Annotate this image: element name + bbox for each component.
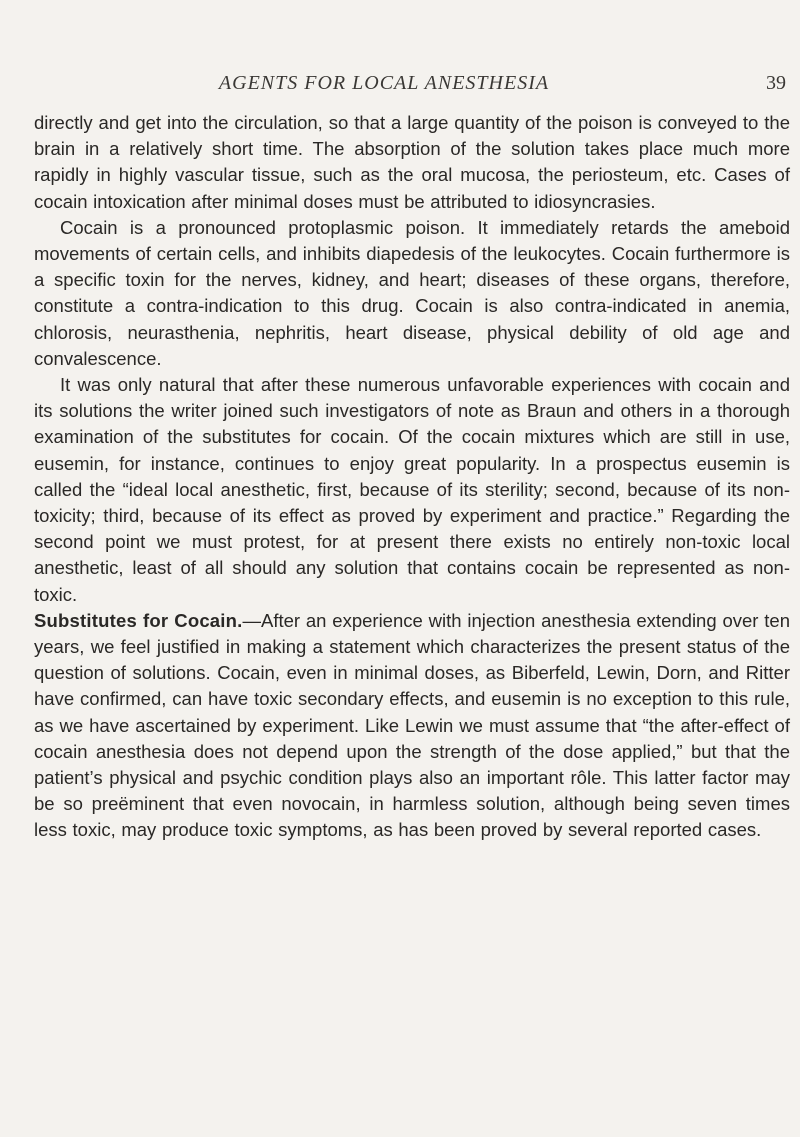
body-text [34,110,790,844]
running-title: AGENTS FOR LOCAL ANESTHESIA [218,72,550,94]
paragraph-substitutes [34,608,790,844]
paragraph-text: directly and get into the circulation, so that a large quantity of the poison is conveyed to the brain in a relatively short time. The absorption of the solution takes place much more rapidly in highly vascular tissue, such as the oral mucosa, the periosteum, etc. Cases of cocain intoxication after minimal doses must be attributed to idiosyncrasies. [34,112,790,212]
section-heading: Substitutes for Cocain. [34,609,243,631]
paragraph-text: —After an experience with injection anesthesia extending over ten years, we feel justified in making a statement which characterizes the present status of the question of solutions. Cocain, even in minimal doses, as Biberfeld, Lewin, Dorn, and Ritter have confirmed, can have toxic secondary effects, and eusemin is no exception to this rule, as we have ascertained by experiment. Like Lewin we must assume that “the after-effect of cocain anesthesia does not depend upon the strength of the dose applied,” but that the patient’s physical and psychic condition plays also an important rôle. This latter factor may be so preëminent that even novocain, in harmless solution, although being seven times less toxic, may produce toxic symptoms, as has been proved by several reported cases. [34,609,790,841]
paragraph-protoplasmic-poison [34,215,790,372]
paragraph-absorption [34,110,790,215]
page-number: 39 [766,72,786,94]
running-head [34,68,790,98]
paragraph-text: Cocain is a pronounced protoplasmic poison. It immediately retards the ameboid movements of certain cells, and inhibits diapedesis of the leukocytes. Cocain furthermore is a specific toxin for the nerves, kidney, and heart; diseases of these organs, therefore, constitute a contra-indication to this drug. Cocain is also contra-indicated in anemia, chlorosis, neurasthenia, nephritis, heart disease, physical debility of old age and convalescence. [34,216,790,369]
paragraph-eusemin [34,372,790,608]
paragraph-text: It was only natural that after these numerous unfavorable experiences with cocain and its solutions the writer joined such investigators of note as Braun and others in a thorough examination of the substitutes for cocain. Of the cocain mixtures which are still in use, eusemin, for instance, continues to enjoy great popularity. In a prospectus eusemin is called the “ideal local anesthetic, first, because of its sterility; second, because of its non-toxicity; third, because of its effect as proved by experiment and practice.” Regarding the second point we must protest, for at present there exists no entirely non-toxic local anesthetic, least of all should any solution that contains cocain be represented as non-toxic. [34,374,790,605]
